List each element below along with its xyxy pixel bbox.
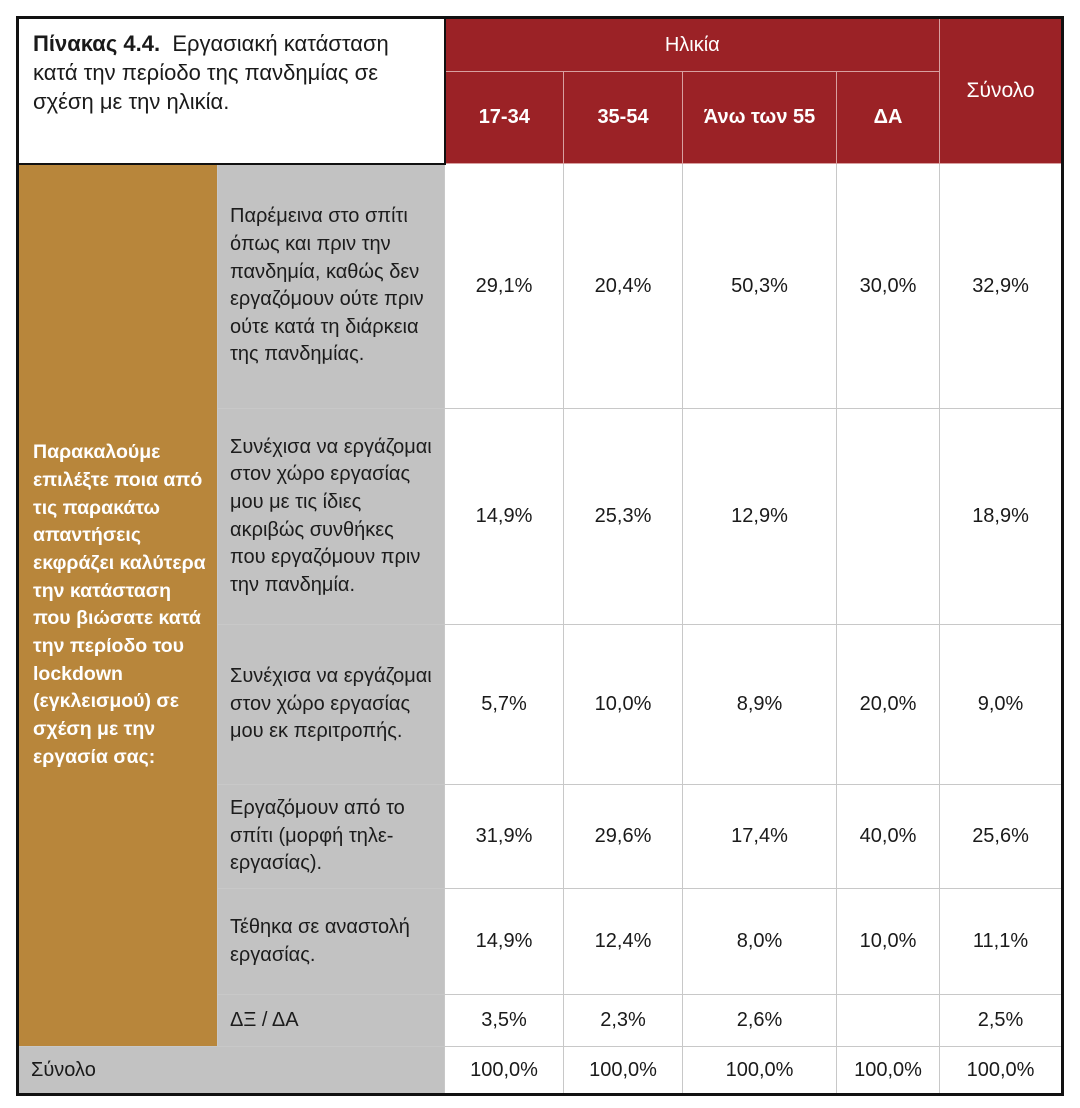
value-cell: 29,1% [445,164,564,409]
value-cell: 20,0% [837,625,940,785]
value-cell: 2,6% [683,995,837,1047]
total-column-header: Σύνολο [940,18,1063,164]
value-cell: 8,9% [683,625,837,785]
column-header-17-34: 17-34 [445,72,564,164]
value-cell: 9,0% [940,625,1063,785]
value-cell: 10,0% [564,625,683,785]
total-value-cell: 100,0% [564,1047,683,1095]
value-cell: 17,4% [683,785,837,889]
total-row [18,1047,1063,1095]
table-row [18,164,1063,409]
total-value-cell: 100,0% [683,1047,837,1095]
answer-cell: Εργαζόμουν από το σπίτι (μορφή τηλε-εργασίας). [218,785,445,889]
answer-cell: Συνέχισα να εργάζομαι στον χώρο εργασίας μου με τις ίδιες ακριβώς συνθήκες που εργαζόμουν πριν την πανδημία. [218,409,445,625]
answer-cell: Παρέμεινα στο σπίτι όπως και πριν την πανδημία, καθώς δεν εργαζόμουν ούτε πριν ούτε κατά τη διάρκεια της πανδημίας. [218,164,445,409]
value-cell: 3,5% [445,995,564,1047]
value-cell: 30,0% [837,164,940,409]
value-cell: 14,9% [445,409,564,625]
value-cell [837,409,940,625]
total-value-cell: 100,0% [940,1047,1063,1095]
total-value-cell: 100,0% [837,1047,940,1095]
column-header-35-54: 35-54 [564,72,683,164]
value-cell: 25,3% [564,409,683,625]
value-cell [837,995,940,1047]
total-value-cell: 100,0% [445,1047,564,1095]
question-cell: Παρακαλούμε επιλέξτε ποια από τις παρακάτω απαντήσεις εκφράζει καλύτερα την κατάσταση που βιώσατε κατά την περίοδο του lockdown (εγκλεισμού) σε σχέση με την εργασία σας: [18,164,218,1047]
value-cell: 10,0% [837,889,940,995]
table-title-label: Πίνακας 4.4. [33,31,161,56]
answer-cell: Τέθηκα σε αναστολή εργασίας. [218,889,445,995]
value-cell: 40,0% [837,785,940,889]
table-title [18,18,445,164]
value-cell: 2,3% [564,995,683,1047]
table-title-text: Εργασιακή κατάσταση κατά την περίοδο της πανδημίας σε σχέση με την ηλικία. [33,31,389,115]
value-cell: 31,9% [445,785,564,889]
column-header-na: ΔΑ [837,72,940,164]
value-cell: 50,3% [683,164,837,409]
answer-cell: ΔΞ / ΔΑ [218,995,445,1047]
age-group-header: Ηλικία [445,18,940,72]
total-row-label: Σύνολο [18,1047,445,1095]
value-cell: 32,9% [940,164,1063,409]
answer-cell: Συνέχισα να εργάζομαι στον χώρο εργασίας μου εκ περιτροπής. [218,625,445,785]
value-cell: 12,4% [564,889,683,995]
value-cell: 25,6% [940,785,1063,889]
value-cell: 8,0% [683,889,837,995]
value-cell: 5,7% [445,625,564,785]
value-cell: 18,9% [940,409,1063,625]
value-cell: 12,9% [683,409,837,625]
column-header-over-55: Άνω των 55 [683,72,837,164]
value-cell: 29,6% [564,785,683,889]
value-cell: 20,4% [564,164,683,409]
value-cell: 11,1% [940,889,1063,995]
value-cell: 2,5% [940,995,1063,1047]
crosstab-table [16,16,1064,1096]
value-cell: 14,9% [445,889,564,995]
